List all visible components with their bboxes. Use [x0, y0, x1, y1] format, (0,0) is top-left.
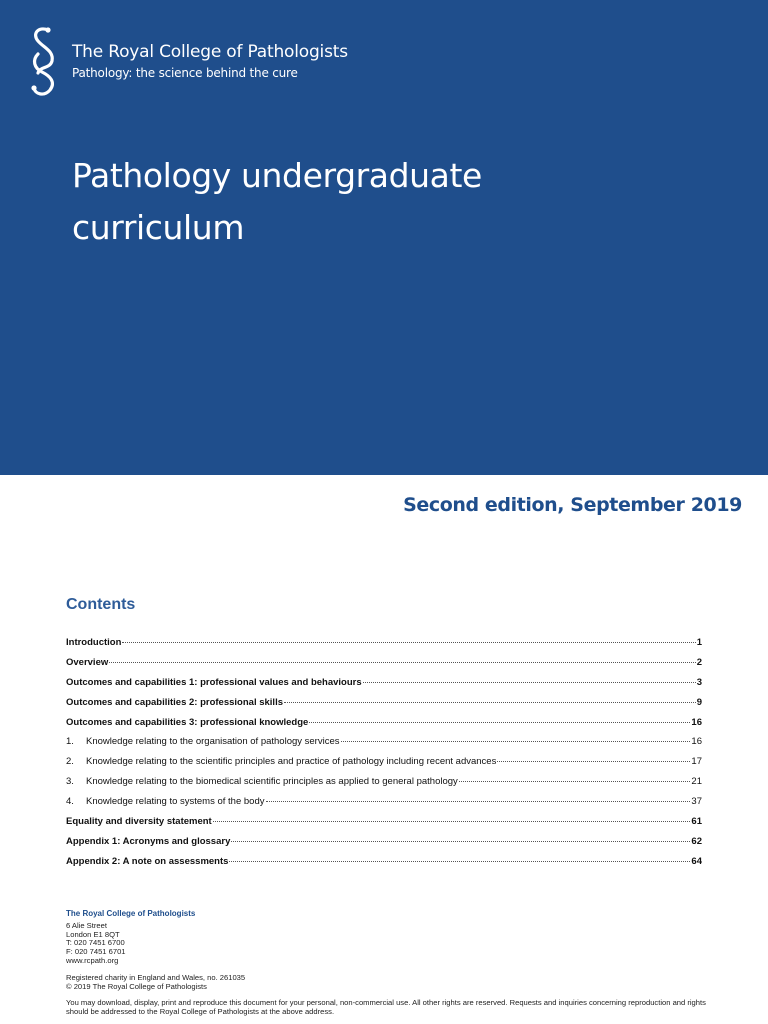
toc-entry[interactable] [66, 756, 702, 776]
toc-entry[interactable] [66, 697, 702, 717]
footer [66, 910, 726, 1017]
toc-dot-leader [122, 642, 695, 643]
toc-dot-leader [363, 682, 696, 683]
toc-dot-leader [459, 781, 691, 782]
toc-entry-page: 62 [691, 835, 702, 847]
toc-entry[interactable] [66, 657, 702, 677]
toc-dot-leader [341, 741, 691, 742]
cover-banner [0, 0, 768, 475]
toc-dot-leader [231, 841, 690, 842]
footer-copyright: © 2019 The Royal College of Pathologists [66, 981, 207, 991]
footer-website-link[interactable]: www.rcpath.org [66, 955, 119, 965]
footer-phone: T: 020 7451 6700 [66, 938, 125, 948]
footer-charity-registration: Registered charity in England and Wales, no. 261035 [66, 972, 246, 982]
toc-dot-leader [109, 662, 695, 663]
toc-entry-title: Appendix 1: Acronyms and glossary [66, 835, 231, 847]
toc-dot-leader [213, 821, 691, 822]
toc-entry-page: 64 [691, 855, 702, 867]
toc-dot-leader [229, 861, 690, 862]
org-tagline: Pathology: the science behind the cure [72, 66, 298, 80]
toc-entry-number: 3. [66, 776, 74, 788]
toc-entry[interactable] [66, 736, 702, 756]
toc-entry-page: 16 [691, 716, 702, 728]
toc-entry-page: 3 [696, 676, 702, 688]
toc-entry-title: Outcomes and capabilities 1: professional values and behaviours [66, 676, 362, 688]
toc-entry[interactable] [66, 836, 702, 856]
toc-entry-title: Knowledge relating to systems of the body [86, 796, 265, 808]
toc-entry-number: 1. [66, 736, 74, 748]
section-sign-logo-icon [26, 24, 60, 102]
toc-dot-leader [284, 702, 696, 703]
contents-heading: Contents [66, 596, 136, 613]
table-of-contents [66, 637, 702, 876]
toc-entry[interactable] [66, 796, 702, 816]
edition-label: Second edition, September 2019 [403, 494, 742, 516]
toc-dot-leader [309, 722, 690, 723]
footer-rights-notice: You may download, display, print and reproduce this document for your personal, non-commercial use. All other rights are reserved. Requests and inquiries concerning reproduction and rights should be addressed to the Royal College of Pathologists at the above address. [66, 998, 706, 1017]
footer-address-line: London E1 8QT [66, 929, 120, 939]
toc-entry-page: 9 [696, 696, 702, 708]
toc-entry-title: Overview [66, 656, 109, 668]
toc-entry-number: 4. [66, 796, 74, 808]
toc-entry[interactable] [66, 776, 702, 796]
toc-entry[interactable] [66, 816, 702, 836]
toc-entry-page: 17 [691, 756, 702, 768]
toc-entry-page: 21 [691, 776, 702, 788]
footer-address-line: 6 Alie Street [66, 920, 107, 930]
toc-entry-title: Outcomes and capabilities 3: professional knowledge [66, 716, 309, 728]
document-title-line: Pathology undergraduate [72, 156, 482, 195]
toc-entry-number: 2. [66, 756, 74, 768]
toc-entry-title: Equality and diversity statement [66, 816, 212, 828]
toc-entry-page: 1 [696, 637, 702, 648]
document-title [72, 150, 672, 254]
document-title-line: curriculum [72, 208, 245, 247]
org-name: The Royal College of Pathologists [72, 42, 348, 62]
toc-dot-leader [497, 761, 690, 762]
toc-entry-title: Knowledge relating to the biomedical scientific principles as applied to general pathology [86, 776, 458, 788]
toc-entry-title: Appendix 2: A note on assessments [66, 855, 229, 867]
toc-entry-title: Outcomes and capabilities 2: professional skills [66, 696, 283, 708]
footer-org-name: The Royal College of Pathologists [66, 909, 196, 918]
toc-entry-page: 37 [691, 796, 702, 808]
toc-dot-leader [266, 801, 691, 802]
toc-entry[interactable] [66, 637, 702, 657]
footer-fax: F: 020 7451 6701 [66, 947, 126, 957]
toc-entry[interactable] [66, 677, 702, 697]
toc-entry[interactable] [66, 856, 702, 876]
toc-entry-page: 2 [696, 656, 702, 668]
toc-entry-title: Introduction [66, 637, 122, 648]
toc-entry-page: 61 [691, 816, 702, 828]
toc-entry-title: Knowledge relating to the scientific principles and practice of pathology including recent advances [86, 756, 497, 768]
toc-entry-page: 16 [691, 736, 702, 748]
toc-entry-title: Knowledge relating to the organisation of pathology services [86, 736, 340, 748]
toc-entry[interactable] [66, 717, 702, 737]
